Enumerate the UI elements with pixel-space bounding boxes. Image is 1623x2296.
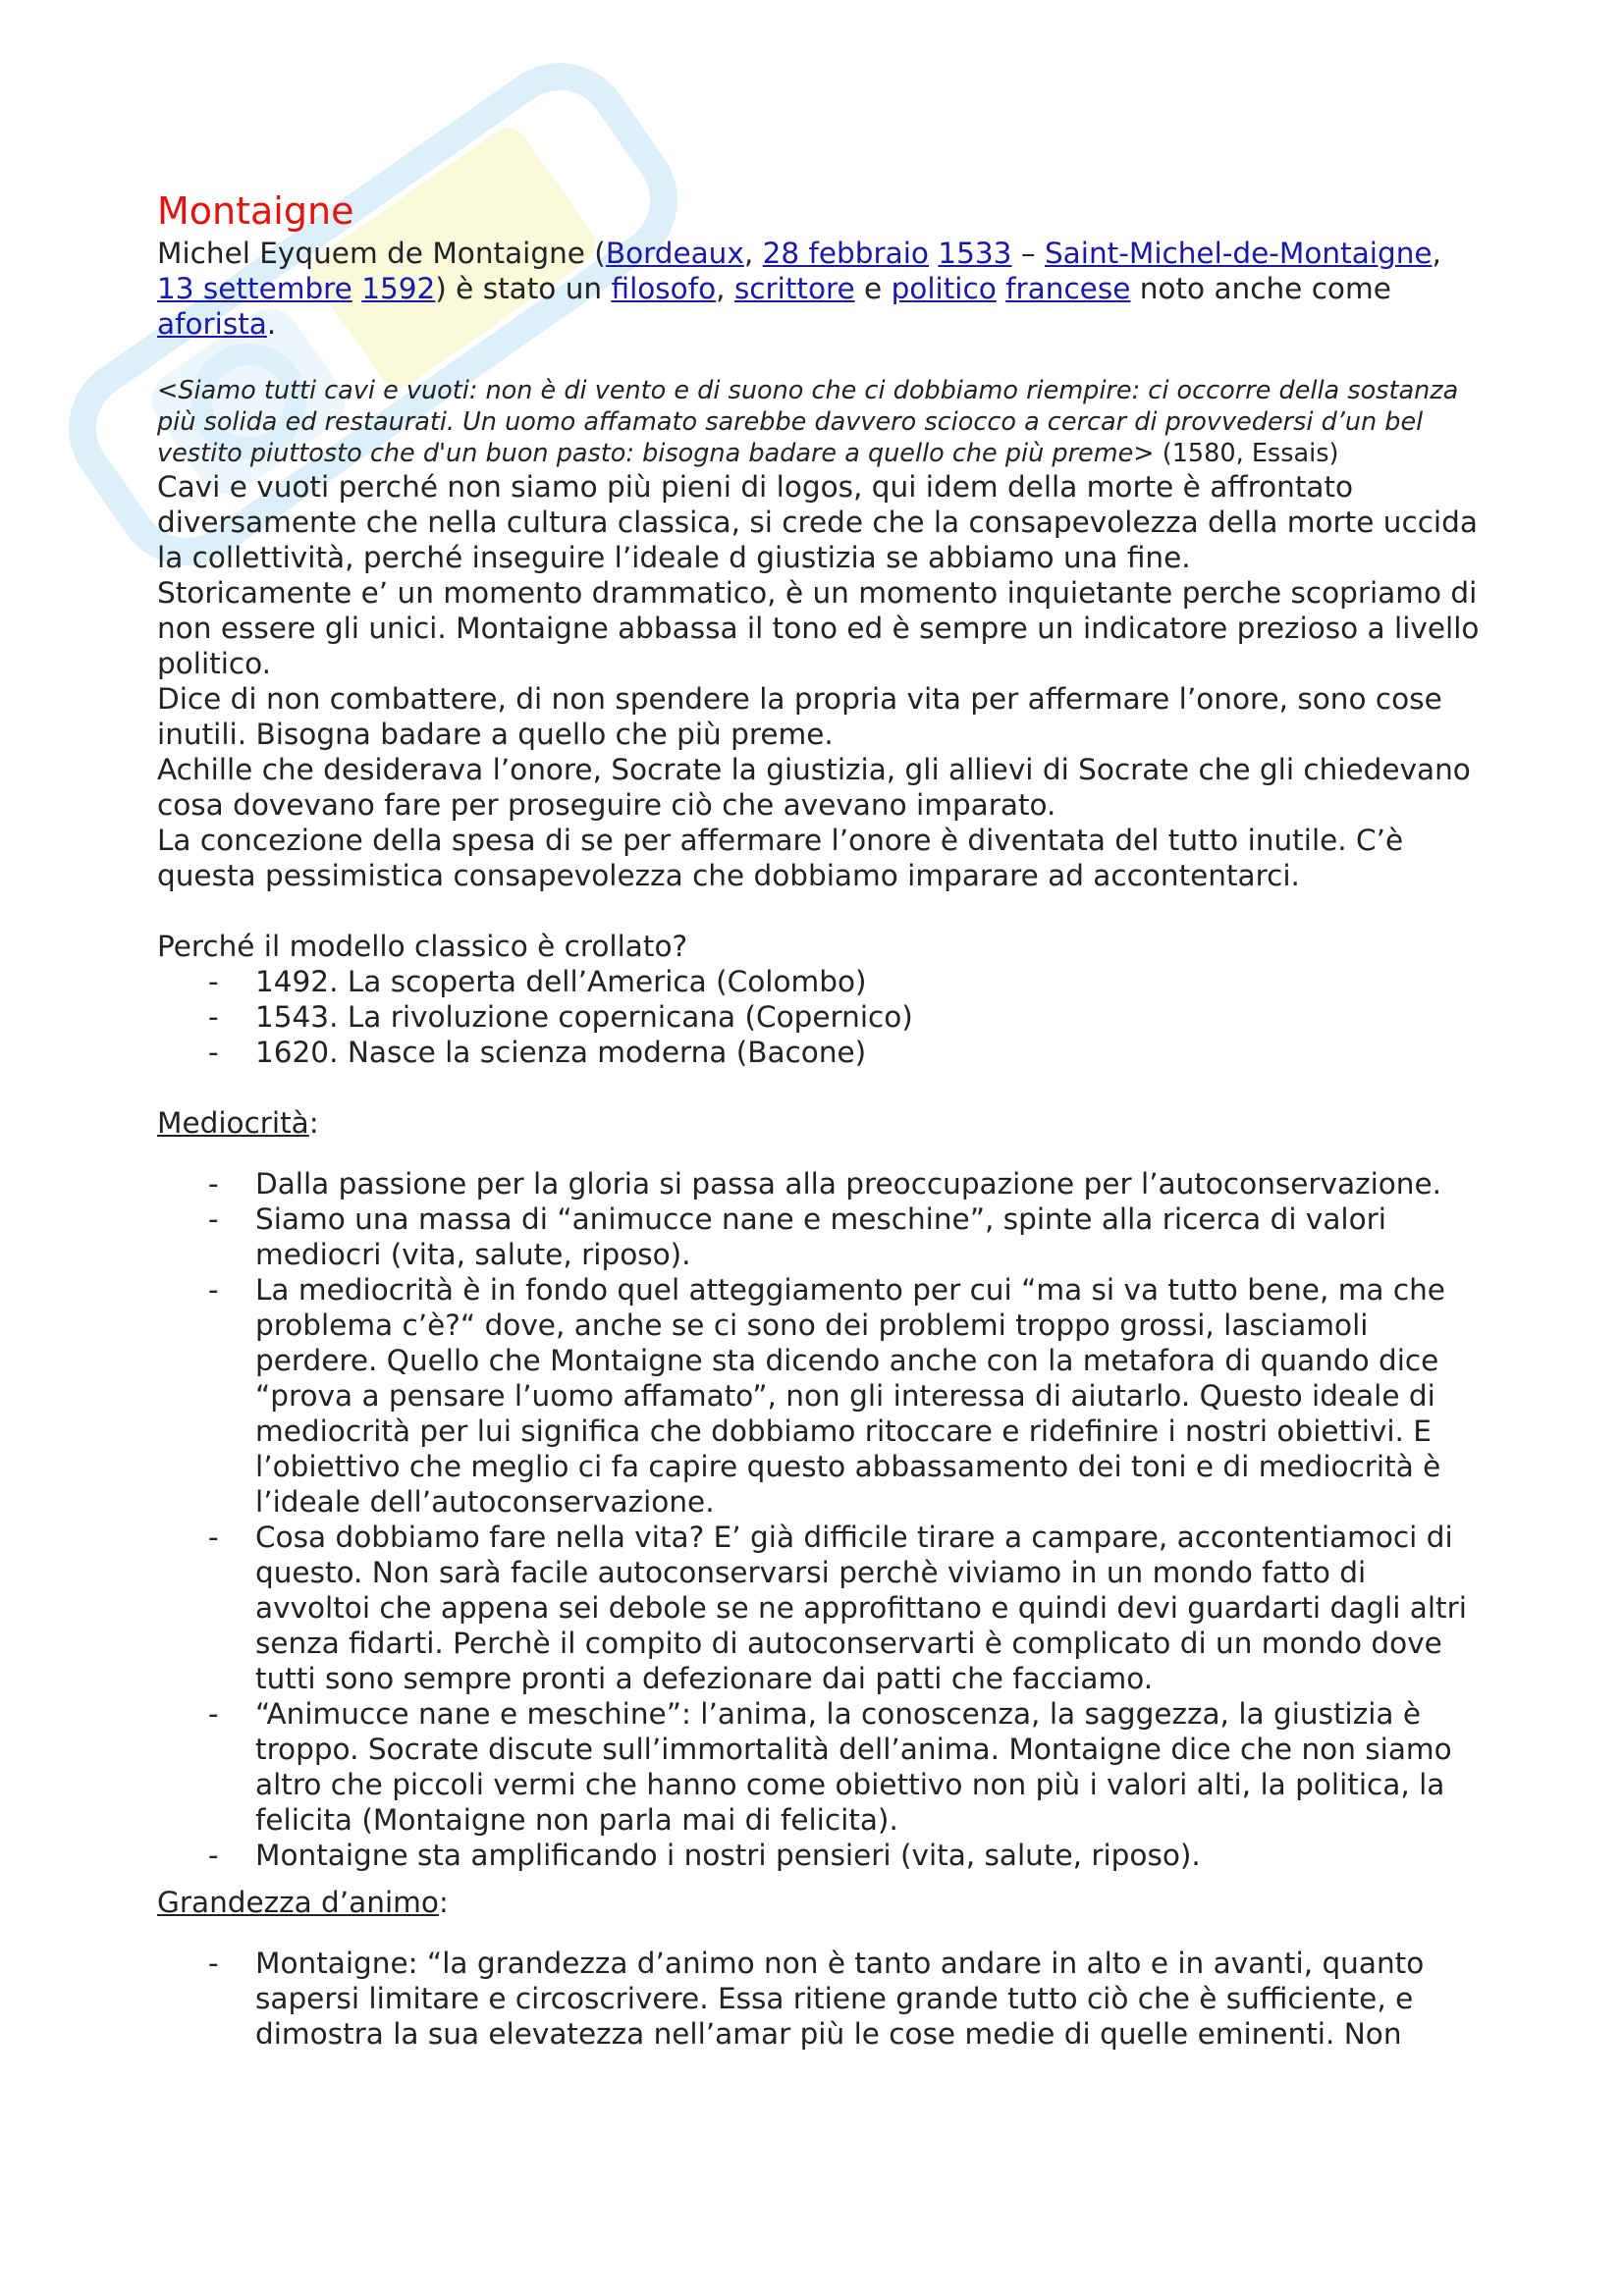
list-item: - Cosa dobbiamo fare nella vita? E’ già difficile tirare a campare, accontentiamoci di questo. Non sarà facile autoconservarsi perchè viviamo in un mondo fatto di avvoltoi che appena sei debole se ne approfittano e quindi devi guardarti dagli altri senza fidarti. Perchè il compito di autoconservarti è complicato di un mondo dove tutti sono sempre pronti a defezionare dai patti che facciamo. (157, 1520, 1483, 1696)
intro-paragraph (157, 236, 1483, 342)
link-28-febbraio[interactable]: 28 febbraio (762, 237, 929, 270)
list-item: - 1620. Nasce la scienza moderna (Bacone) (157, 1035, 1483, 1070)
spacer (157, 1873, 1483, 1885)
body-paragraph: Achille che desiderava l’onore, Socrate la giustizia, gli allievi di Socrate che gli chiedevano cosa dovevano fare per proseguire ciò che avevano imparato. (157, 753, 1471, 822)
list-item: - Montaigne: “la grandezza d’animo non è tanto andare in alto e in avanti, quanto sapersi limitare e circoscrivere. Essa ritiene grande tutto ciò che è sufficiente, e dimostra la sua elevatezza nell’amar più le cose medie di quelle eminenti. Non (157, 1946, 1483, 2052)
list-item: - 1543. La rivoluzione copernicana (Copernico) (157, 999, 1483, 1035)
intro-text: , (716, 272, 734, 305)
document-body (157, 188, 1483, 2052)
link-filosofo[interactable]: filosofo (611, 272, 717, 305)
quote-open: < (157, 376, 179, 405)
intro-text: – (1011, 237, 1045, 270)
link-politico[interactable]: politico (891, 272, 997, 305)
intro-text: , (743, 237, 763, 270)
list-item: - Dalla passione per la gloria si passa alla preoccupazione per l’autoconservazione. (157, 1166, 1483, 1201)
quote-source: (1580, Essais) (1154, 439, 1339, 468)
link-francese[interactable]: francese (1005, 272, 1131, 305)
link-bordeaux[interactable]: Bordeaux (605, 237, 744, 270)
link-1533[interactable]: 1533 (938, 237, 1012, 270)
spacer (157, 1070, 1483, 1105)
question-heading: Perché il modello classico è crollato? (157, 930, 688, 963)
link-13-settembre[interactable]: 13 settembre (157, 272, 352, 305)
body-paragraph: Storicamente e’ un momento drammatico, è un momento inquietante perche scopriamo di non essere gli unici. Montaigne abbassa il tono ed è sempre un indicatore prezioso a livello politico. (157, 576, 1480, 680)
page-title: Montaigne (157, 189, 354, 233)
intro-text: e (854, 272, 892, 305)
body-paragraph: Cavi e vuoti perché non siamo più pieni di logos, qui idem della morte è affrontato diversamente che nella cultura classica, si crede che la consapevolezza della morte uccida la collettività, perché inseguire l’ideale d giustizia se abbiamo una fine. (157, 470, 1478, 574)
section-colon: : (438, 1886, 449, 1919)
intro-text (929, 237, 938, 270)
intro-text (352, 272, 361, 305)
essais-quote (157, 375, 1483, 469)
body-paragraph: Dice di non combattere, di non spendere la propria vita per affermare l’onore, sono cose inutili. Bisogna badare a quello che più preme. (157, 682, 1442, 751)
intro-text: , (1432, 237, 1441, 270)
link-1592[interactable]: 1592 (361, 272, 436, 305)
link-aforista[interactable]: aforista (157, 307, 267, 341)
intro-text: noto anche come (1130, 272, 1391, 305)
list-item: - 1492. La scoperta dell’America (Colombo) (157, 964, 1483, 999)
intro-text: Michel Eyquem de Montaigne ( (157, 237, 606, 270)
section-heading-grandezza (157, 1885, 1483, 1920)
mediocrita-list (157, 1166, 1483, 1873)
spacer (157, 1920, 1483, 1946)
spacer (157, 1141, 1483, 1166)
list-item: - Montaigne sta amplificando i nostri pensieri (vita, salute, riposo). (157, 1838, 1483, 1873)
section-title: Mediocrità (157, 1106, 309, 1140)
section-colon: : (308, 1106, 319, 1140)
section-heading-mediocrita (157, 1105, 1483, 1141)
grandezza-list (157, 1946, 1483, 2052)
list-item: - Siamo una massa di “animucce nane e meschine”, spinte alla ricerca di valori mediocri (vita, salute, riposo). (157, 1201, 1483, 1272)
intro-text (997, 272, 1005, 305)
events-list (157, 964, 1483, 1070)
link-scrittore[interactable]: scrittore (733, 272, 855, 305)
intro-text: ) è stato un (435, 272, 612, 305)
link-saint-michel-de-montaigne[interactable]: Saint-Michel-de-Montaigne (1044, 237, 1433, 270)
body-paragraph: La concezione della spesa di se per affermare l’onore è diventata del tutto inutile. C’è questa pessimistica consapevolezza che dobbiamo imparare ad accontentarci. (157, 824, 1404, 892)
quote-close: > (1133, 439, 1155, 468)
section-title: Grandezza d’animo (157, 1886, 439, 1919)
intro-text: . (266, 307, 277, 341)
list-item: - “Animucce nane e meschine”: l’anima, la conoscenza, la saggezza, la giustizia è troppo. Socrate discute sull’immortalità dell’anima. Montaigne dice che non siamo altro che piccoli vermi che hanno come obiettivo non più i valori alti, la politica, la felicita (Montaigne non parla mai di felicita). (157, 1696, 1483, 1838)
spacer (157, 893, 1483, 929)
list-item: - La mediocrità è in fondo quel atteggiamento per cui “ma si va tutto bene, ma che problema c’è?“ dove, anche se ci sono dei problemi troppo grossi, lasciamoli perdere. Quello che Montaigne sta dicendo anche con la metafora di quando dice “prova a pensare l’uomo affamato”, non gli interessa di aiutarlo. Questo ideale di mediocrità per lui significa che dobbiamo ritoccare e ridefinire i nostri obiettivi. E l’obiettivo che meglio ci fa capire questo abbassamento dei toni e di mediocrità è l’ideale dell’autoconservazione. (157, 1272, 1483, 1520)
quote-text: Siamo tutti cavi e vuoti: non è di vento e di suono che ci dobbiamo riempire: ci occorre della sostanza più solida ed restaurati. Un uomo affamato sarebbe davvero sciocco a cercar di provvedersi d’un bel vestito piuttosto che d'un buon pasto: bisogna badare a quello che più preme (157, 376, 1459, 468)
